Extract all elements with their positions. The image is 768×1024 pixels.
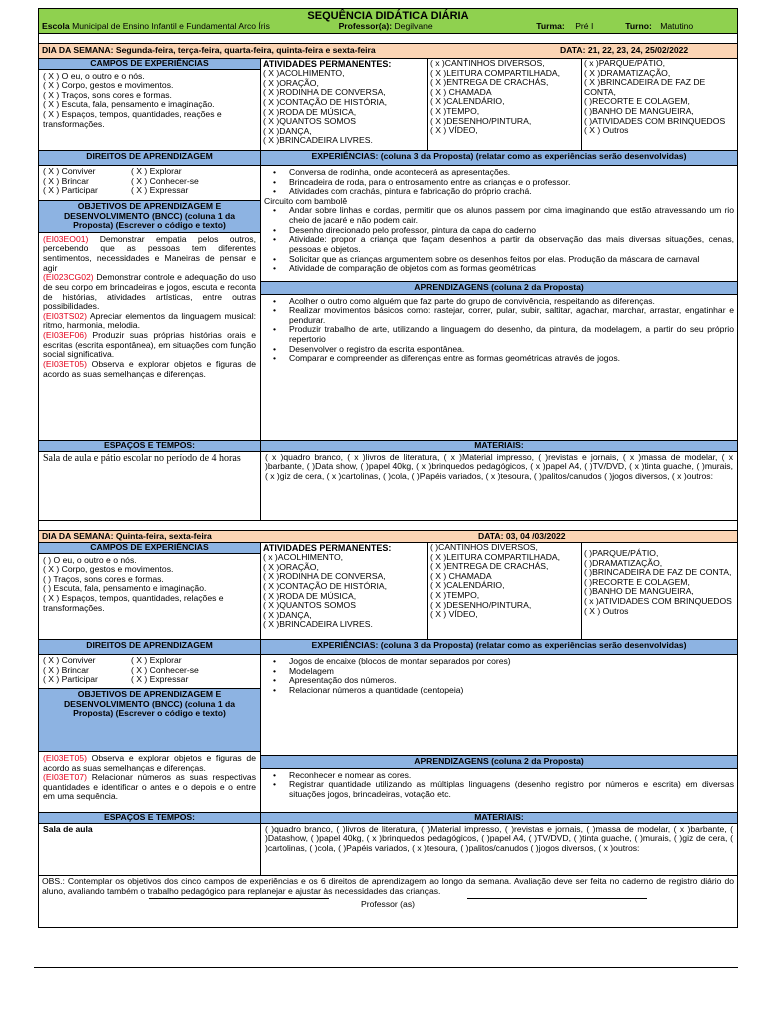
list-item: ( X )RODA DE MÚSICA, — [263, 106, 357, 117]
week2-apr-head: APRENDIZAGENS (coluna 2 da Proposta) — [261, 755, 737, 769]
obs-text: OBS.: Contemplar os objetivos dos cinco campos de experiências e os 6 direitos de aprendizagem ao longo da semana. Avaliação deve ser feita no caderno de registro diário do aluno, avaliando também o trabalho pedagógico para replanejar e ajustar às necessidades das crianças. — [42, 875, 734, 896]
week1-ativ-head: ATIVIDADES PERMANENTES: — [263, 58, 392, 69]
list-item: ( X )RODINHA DE CONVERSA, — [263, 571, 386, 582]
week2-mat-head: MATERIAIS: — [261, 813, 737, 824]
week1-mat-head: MATERIAIS: — [261, 441, 737, 452]
week2-aprendizagens — [261, 769, 737, 800]
list-item: ( X )ORAÇÃO, — [263, 561, 319, 572]
week2-materiais: ( )quadro branco, ( )livros de literatura, ( )Material impresso, ( )revistas e jornais, ( )massa de modelar, ( x )barbante, ( )Datashow, ( )papel 40kg, ( x )brinquedos pedagógicos, ( )papel A4, ( )TV/DVD, ( )tinta guache, ( )murais, ( )giz de cera, ( )cartolinas, ( )cola, ( )Papéis variados, ( x )tesoura, ( )palitos/canudos ( )jogos diversos, ( x )outros: — [265, 823, 733, 853]
list-item: • Atividade de comparação de objetos com as formas geométricas — [261, 264, 734, 274]
list-item: • Reconhecer e nomear as cores. — [261, 771, 734, 781]
list-item: (EI03ET05) Observa e explorar objetos e figuras de acordo as suas semelhanças e diferenças. — [43, 752, 256, 773]
list-item: • Comparar e compreender as diferenças entre as formas geométricas através de jogos. — [261, 354, 734, 364]
week2-esp-head: ESPAÇOS E TEMPOS: — [39, 813, 260, 824]
list-item: ( )RECORTE E COLAGEM, — [584, 96, 690, 107]
list-item: ( X )LEITURA COMPARTILHADA, — [430, 551, 561, 562]
list-item: ( x )ATIVIDADES COM BRINQUEDOS — [584, 596, 732, 607]
list-item: ( X )DANÇA, — [263, 125, 312, 136]
list-item: ( X ) Espaços, tempos, quantidades, relações e transformações. — [43, 593, 224, 613]
school-name: Municipal de Ensino Infantil e Fundamental Arco Íris — [72, 21, 270, 32]
list-item: (EI03ET07) Relacionar números as suas respectivas quantidades e identificar o antes e o depois e o entre em uma sequência. — [43, 772, 256, 802]
page-title: SEQUÊNCIA DIDÁTICA DIÁRIA — [39, 8, 737, 22]
week2-exp-head: EXPERIÊNCIAS: (coluna 3 da Proposta) (relatar como as experiências serão desenvolvidas) — [261, 640, 737, 655]
list-item: ( X ) Outros — [584, 605, 629, 616]
week1-obj-head: OBJETIVOS DE APRENDIZAGEM E DESENVOLVIMENTO (BNCC) (coluna 1 da Proposta) (Escrever o código e texto) — [39, 200, 260, 233]
week2-days: DIA DA SEMANA: Quinta-feira, sexta-feira — [42, 530, 212, 541]
week1-materiais: ( x )quadro branco, ( x )livros de literatura, ( x )Material impresso, ( )revistas e jornais, ( x )massa de modelar, ( x )barbante, ( )Data show, ( )papel 40kg, ( x )brinquedos pedagógicos, ( x )papel A4, ( )TV/DVD, ( x )tinta guache, ( )murais, ( x )giz de cera, ( x )cartolinas, ( )cola, ( )Papéis variados, ( x )tesoura, ( )palitos/canudos ( )jogos diversos, ( x )outros: — [265, 451, 733, 481]
list-item: ( )BANHO DE MANGUEIRA, — [584, 106, 694, 117]
list-item: • Produzir trabalho de arte, utilizando a linguagem do desenho, da pintura, da modelagem, a partir do seu próprio repertorio — [261, 325, 734, 344]
week1-campos-list — [39, 70, 260, 132]
week1-espacos: Sala de aula e pátio escolar no período de 4 horas — [43, 452, 241, 464]
list-item: ( X ) VÍDEO, — [430, 609, 478, 620]
list-item: ( X )TEMPO, — [430, 590, 480, 601]
list-item: ( X )DESENHO/PINTURA, — [430, 599, 532, 610]
week2-obj-head: OBJETIVOS DE APRENDIZAGEM E DESENVOLVIMENTO (BNCC) (coluna 1 da Proposta) (Escrever o código e texto) — [39, 688, 260, 752]
list-item: • Registrar quantidade utilizando as múltiplas linguagens (desenho registro por números e escrita) em diversas situações jogos, brincadeiras, votação etc. — [261, 780, 734, 799]
week1-direitos-head: DIREITOS DE APRENDIZAGEM — [39, 151, 260, 166]
week2-campos-list — [39, 554, 260, 616]
list-item: ( X )LEITURA COMPARTILHADA, — [430, 67, 561, 78]
list-item: • Acolher o outro como alguém que faz parte do grupo de convivência, respeitando as diferenças. — [261, 297, 734, 307]
obs-section — [39, 876, 737, 928]
week1-apr-head: APRENDIZAGENS (coluna 2 da Proposta) — [261, 281, 737, 295]
week1-campos-row — [39, 59, 737, 151]
teacher-name: Degilvane — [394, 21, 433, 32]
list-item: • Solicitar que as crianças argumentem sobre os desenhos feitos por elas. Produção da máscara de carnaval — [261, 255, 734, 265]
week2-main-row — [39, 640, 737, 813]
list-item: • Conversa de rodinha, onde acontecerá as apresentações. — [261, 168, 734, 178]
list-item: ( ) Traços, sons cores e formas. — [43, 573, 164, 584]
list-item: ( X ) VÍDEO, — [430, 125, 478, 136]
list-item: • Atividade: propor a criança que façam desenhos a partir da observação das mais diversas situações, cenas, pessoas e objetos. — [261, 235, 734, 254]
list-item: ( X )QUANTOS SOMOS — [263, 116, 356, 127]
class-name: Pré I — [575, 21, 594, 32]
week2-ativ-head: ATIVIDADES PERMANENTES: — [263, 542, 392, 553]
lesson-plan-sheet — [38, 8, 738, 928]
list-item: (EI03ET05) Observa e explorar objetos e figuras de acordo as suas semelhanças e diferenças. — [43, 358, 256, 379]
list-item: ( x )CANTINHOS DIVERSOS, — [430, 58, 545, 68]
list-item: • Relacionar números a quantidade (centopeia) — [261, 686, 734, 696]
week2-date: DATA: 03, 04 /03/2022 — [478, 530, 566, 541]
list-item: ( X ) Espaços, tempos, quantidades, reações e transformações. — [43, 109, 222, 129]
list-item: ( )PARQUE/PÁTIO, — [584, 547, 659, 558]
bottom-rule — [34, 967, 738, 968]
list-item: • Realizar movimentos básicos como: rastejar, correr, pular, subir, saltitar, agachar, marchar, arrastar, engatinhar e pendurar. — [261, 306, 734, 325]
week2-espacos: Sala de aula — [43, 823, 93, 834]
list-item: ( X )DANÇA, — [263, 609, 312, 620]
list-item: ( X )CALENDÁRIO, — [430, 96, 505, 107]
list-item: ( x )PARQUE/PÁTIO, — [584, 58, 666, 68]
list-item: (EI03EF06) Produzir suas próprias histórias orais e escritas (escrita espontânea), em situações com função social significativa. — [43, 330, 256, 360]
list-item: (EI03EO01) Demonstrar empatia pelos outros, percebendo que as pessoas tem diferentes sentimentos, necessidades e Maneiras de pensar e agir — [43, 233, 256, 273]
week1-date: DATA: 21, 22, 23, 24, 25/02/2022 — [560, 44, 689, 55]
signature-line — [149, 898, 329, 899]
list-item: ( )ATIVIDADES COM BRINQUEDOS — [584, 115, 726, 126]
list-item: ( X )RODA DE MÚSICA, — [263, 590, 357, 601]
professor-signature-label: Professor (as) — [361, 899, 415, 910]
list-item: ( X ) CHAMADA — [430, 86, 492, 97]
list-item: ( X )DRAMATIZAÇÃO, — [584, 67, 671, 78]
week1-aprendizagens — [261, 295, 737, 364]
week2-objetivos — [39, 752, 260, 804]
list-item: ( X ) O eu, o outro e o nós. — [43, 70, 145, 81]
week1-days: DIA DA SEMANA: Segunda-feira, terça-feira, quarta-feira, quinta-feira e sexta-feira — [42, 44, 376, 55]
list-item: ( ) O eu, o outro e o nós. — [43, 554, 137, 565]
list-item: • Andar sobre linhas e cordas, permitir que os alunos passem por cima imaginando que estão atravessando um rio cheio de jacaré e não podem cair. — [261, 206, 734, 225]
week1-objetivos — [39, 233, 260, 381]
header: SEQUÊNCIA DIDÁTICA DIÁRIA Escola Municipal de Ensino Infantil e Fundamental Arco Íris Professor(a): Degilvane Turma: Pré I Turno: Matutino — [39, 8, 737, 34]
week2-day-row — [39, 531, 737, 543]
list-item: ( X )ACOLHIMENTO, — [263, 68, 345, 79]
list-item: • Apresentação dos números. — [261, 676, 734, 686]
week2-campos-head: CAMPOS DE EXPERIÊNCIAS — [39, 543, 260, 554]
list-item: • Atividades com crachás, pintura e fabricação do próprio crachá. — [261, 187, 734, 197]
list-item: ( )BANHO DE MANGUEIRA, — [584, 586, 694, 597]
list-item: • Modelagem — [261, 667, 734, 677]
week2-direitos: ( X ) Conviver ( X ) Explorar ( X ) Brincar ( X ) Conhecer-se ( X ) Participar ( X ) Expressar — [43, 654, 199, 685]
list-item: (EI023CG02) Demonstrar controle e adequação do uso de seu corpo em brincadeiras e jogos, escuta e reconta de histórias, atividades artísticas, entre outras possibilidades. — [43, 272, 256, 312]
list-item: • Jogos de encaixe (blocos de montar separados por cores) — [261, 657, 734, 667]
list-item: • Brincadeira de roda, para o entrosamento entre as crianças e o professor. — [261, 178, 734, 188]
list-item: ( X )CONTAÇÃO DE HISTÓRIA, — [263, 96, 387, 107]
week1-main-row — [39, 151, 737, 441]
week1-campos-head: CAMPOS DE EXPERIÊNCIAS — [39, 59, 260, 70]
list-item: ( X )DESENHO/PINTURA, — [430, 115, 532, 126]
week1-esp-row — [39, 441, 737, 521]
shift-name: Matutino — [660, 21, 694, 32]
signature-line — [467, 898, 647, 899]
list-item: ( X ) Corpo, gestos e movimentos. — [43, 564, 174, 575]
list-item: ( X )QUANTOS SOMOS — [263, 600, 356, 611]
week1-exp-head: EXPERIÊNCIAS: (coluna 3 da Proposta) (relatar como as experiências serão desenvolvidas) — [261, 151, 737, 166]
week1-esp-head: ESPAÇOS E TEMPOS: — [39, 441, 260, 452]
week1-day-row — [39, 44, 737, 59]
list-item: ( X ) Outros — [584, 125, 629, 136]
list-item: ( X ) Corpo, gestos e movimentos. — [43, 80, 174, 91]
list-item: ( X )BRINCADEIRA LIVRES. — [263, 619, 373, 630]
list-item: ( X )RODINHA DE CONVERSA, — [263, 87, 386, 98]
list-item: (EI03TS02) Apreciar elementos da linguagem musical: ritmo, harmonia, melodia. — [43, 310, 256, 331]
list-item: ( X )ENTREGA DE CRACHÁS, — [430, 77, 549, 88]
list-item: ( X )ENTREGA DE CRACHÁS, — [430, 561, 549, 572]
list-item: ( )RECORTE E COLAGEM, — [584, 576, 690, 587]
list-item: • Desenvolver o registro da escrita espontânea. — [261, 345, 734, 355]
list-item: ( X )TEMPO, — [430, 106, 480, 117]
list-item: ( X )BRINCADEIRA LIVRES. — [263, 135, 373, 146]
list-item: ( x )ACOLHIMENTO, — [263, 552, 344, 563]
list-item: ( )CANTINHOS DIVERSOS, — [430, 542, 538, 552]
list-item: • Desenho direcionado pelo professor, pintura da capa do caderno — [261, 226, 734, 236]
list-item: ( )BRINCADEIRA DE FAZ DE CONTA, — [584, 567, 732, 578]
week1-direitos: ( X ) Conviver ( X ) Explorar ( X ) Brincar ( X ) Conhecer-se ( X ) Participar ( X ) Expressar — [43, 165, 199, 196]
list-item: ( X )CONTAÇÃO DE HISTÓRIA, — [263, 580, 387, 591]
week1-experiencias: • Conversa de rodinha, onde acontecerá as apresentações. • Brincadeira de roda, para o entrosamento entre as crianças e o professor. • Atividades com crachás, pintura e fabricação do próprio crachá. Circuito com bambolê • Andar sobre linhas e cordas, permitir que os alunos passem por cima imaginando que estão atravessando um rio cheio de jacaré e não podem cair. • Desenho direcionado pelo professor, pintura da capa do caderno • Atividade: propor a criança que façam desenhos a partir da observação das mais diversas situações, cenas, pessoas e objetos. • Solicitar que as crianças argumentem sobre os desenhos feitos por elas. Produção da máscara de carnaval • Atividade de comparação de objetos com as formas geométricas — [261, 166, 737, 277]
list-item: ( X )BRINCADEIRA DE FAZ DE CONTA, — [584, 77, 706, 97]
list-item: ( ) Escuta, fala, pensamento e imaginação. — [43, 583, 207, 594]
week2-esp-row — [39, 813, 737, 876]
list-item: ( X ) Escuta, fala, pensamento e imaginação. — [43, 99, 215, 110]
list-item: ( X )CALENDÁRIO, — [430, 580, 505, 591]
list-item: ( )DRAMATIZAÇÃO, — [584, 557, 663, 568]
list-item: ( X ) Traços, sons cores e formas. — [43, 89, 172, 100]
list-item: ( X )ORAÇÃO, — [263, 77, 319, 88]
list-item: ( X ) CHAMADA — [430, 570, 492, 581]
week2-direitos-head: DIREITOS DE APRENDIZAGEM — [39, 640, 260, 655]
week2-campos-row — [39, 543, 737, 640]
week2-experiencias — [261, 655, 737, 755]
